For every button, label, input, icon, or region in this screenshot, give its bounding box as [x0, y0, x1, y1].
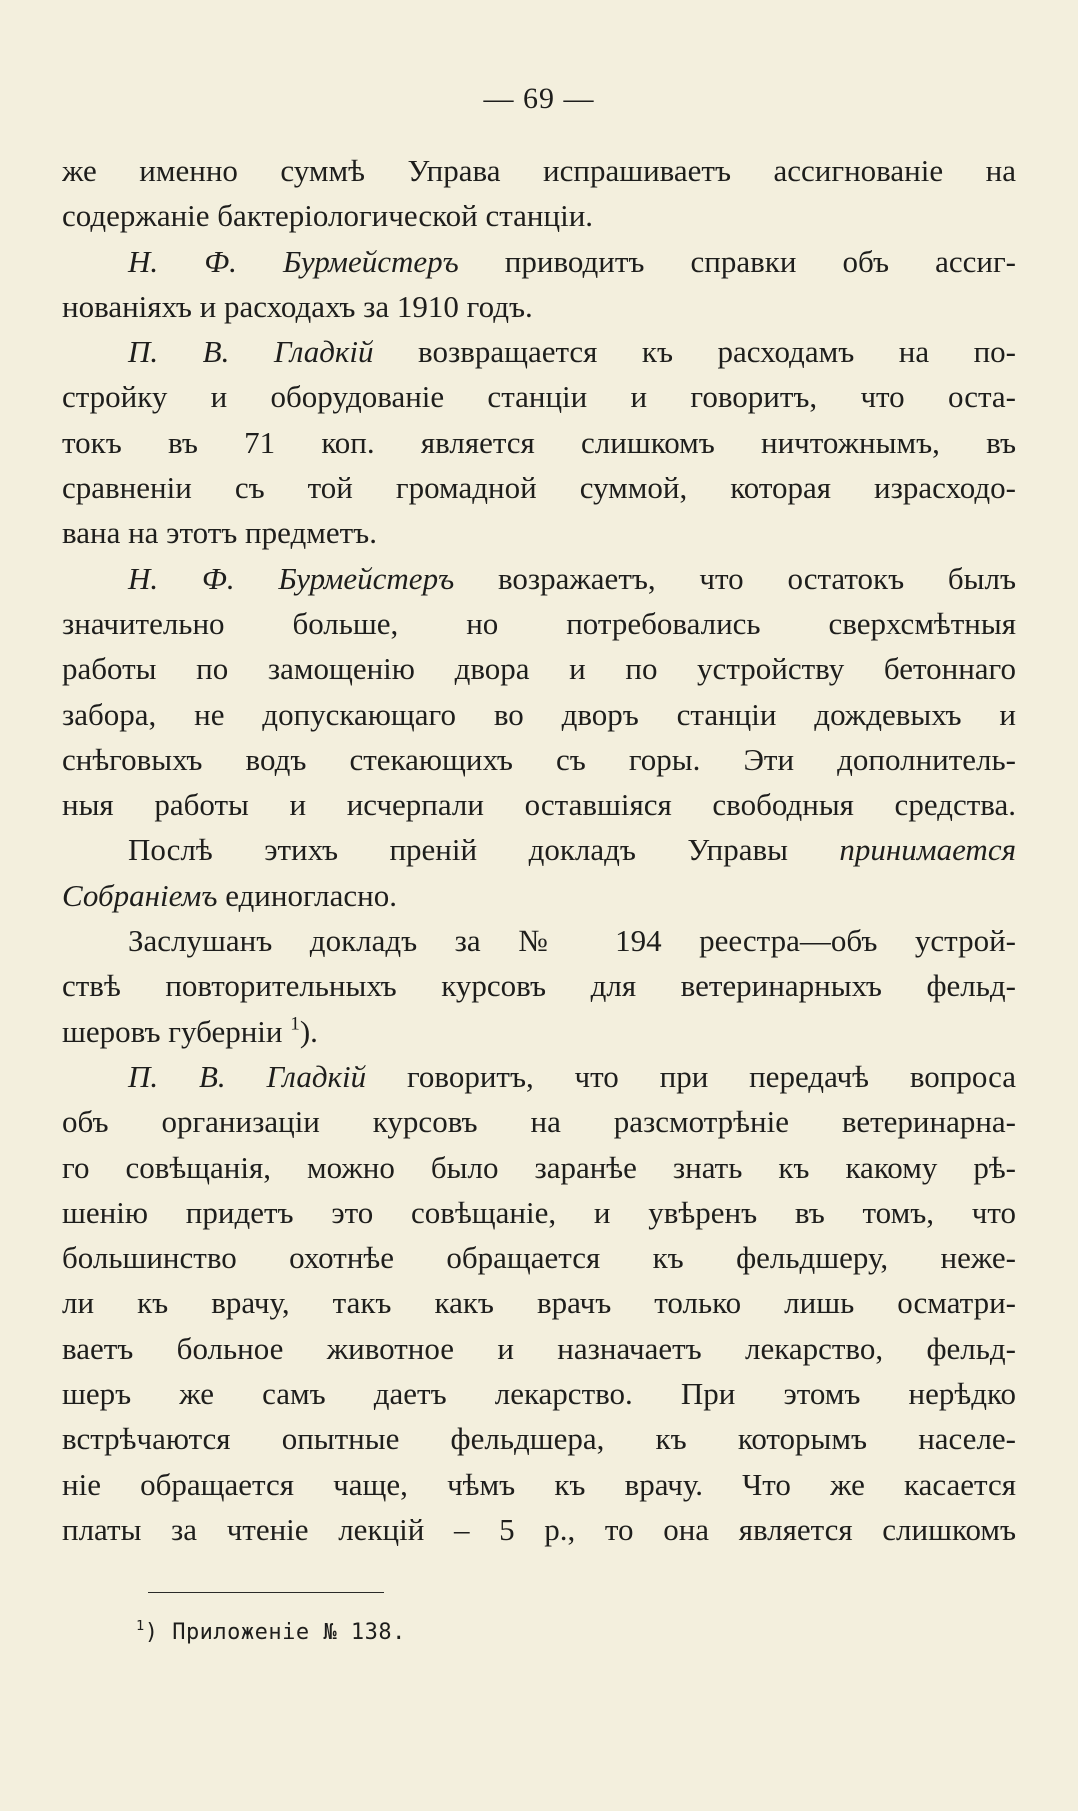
line-text: большинство охотнѣе обращается къ фельдшеру, неже- [62, 1240, 1016, 1276]
paragraph [62, 1054, 1016, 1552]
text-line [62, 918, 1016, 963]
line-text: ныя работы и исчерпали оставшіяся свободныя средства. [62, 787, 1016, 823]
line-text: снѣговыхъ водъ стекающихъ съ горы. Эти дополнитель- [62, 741, 1016, 777]
page-number: — 69 — [483, 82, 595, 115]
line-text: ваетъ больное животное и назначаетъ лекарство, фельд- [62, 1330, 1016, 1366]
text-line [62, 1145, 1016, 1190]
text-line [62, 782, 1016, 827]
text-line [62, 1326, 1016, 1371]
paragraph [62, 827, 1016, 918]
text-line [62, 193, 1016, 238]
text-line [62, 1371, 1016, 1416]
line-text: ли къ врачу, такъ какъ врачъ только лишь осматри- [62, 1285, 1016, 1321]
text-line [62, 284, 1016, 329]
text-line [62, 1009, 1016, 1054]
line-text: встрѣчаются опытные фельдшера, къ которымъ населе- [62, 1421, 1016, 1457]
text-line [62, 1462, 1016, 1507]
line-text: работы по замощенію двора и по устройству бетоннаго [62, 651, 1016, 687]
line-text: содержаніе бактеріологической станціи. [62, 198, 594, 234]
line-text: шеровъ губерніи [62, 1013, 291, 1049]
text-line [62, 329, 1016, 374]
text-line [62, 1054, 1016, 1099]
line-text: платы за чтеніе лекцій – 5 р., то она является слишкомъ [62, 1511, 1016, 1547]
line-text: возражаетъ, что остатокъ былъ [454, 560, 1016, 596]
line-text: вана на этотъ предметъ. [62, 515, 377, 551]
line-text-tail: ). [299, 1013, 318, 1049]
text-line [62, 692, 1016, 737]
text-line [62, 1190, 1016, 1235]
footnote-divider [148, 1592, 384, 1593]
text-line [62, 646, 1016, 691]
text-line [62, 1416, 1016, 1461]
footnote-reference: 1 [290, 1013, 300, 1035]
paragraph [62, 329, 1016, 555]
text-line [62, 239, 1016, 284]
text-body [62, 148, 1016, 1552]
line-text: возвращается къ расходамъ на по- [373, 334, 1016, 370]
speaker-name: П. В. Гладкій [128, 1058, 367, 1094]
text-line [62, 556, 1016, 601]
line-text: шенію придетъ это совѣщаніе, и увѣренъ въ томъ, что [62, 1194, 1016, 1230]
footnote-marker: 1 [136, 1618, 145, 1635]
text-line [62, 963, 1016, 1008]
line-text: говоритъ, что при передачѣ вопроса [366, 1058, 1016, 1094]
text-line [62, 1235, 1016, 1280]
line-text: Заслушанъ докладъ за № 194 реестра—объ устрой- [128, 923, 1016, 959]
text-line [62, 374, 1016, 419]
line-text: сравненіи съ той громадной суммой, которая израсходо- [62, 470, 1016, 506]
line-text: го совѣщанія, можно было заранѣе знать къ какому рѣ- [62, 1149, 1016, 1185]
text-line [62, 465, 1016, 510]
line-text: приводитъ справки объ ассиг- [458, 243, 1016, 279]
speaker-name: Н. Ф. Бурмейстеръ [128, 243, 459, 279]
text-line [62, 510, 1016, 555]
footnote-text: ) Приложеніе № 138. [144, 1620, 406, 1645]
line-text: стройку и оборудованіе станціи и говоритъ, что оста- [62, 379, 1016, 415]
text-line [62, 1507, 1016, 1552]
line-text: нованіяхъ и расходахъ за 1910 годъ. [62, 288, 533, 324]
line-text: ствѣ повторительныхъ курсовъ для ветеринарныхъ фельд- [62, 968, 1016, 1004]
paragraph [62, 239, 1016, 330]
line-text: забора, не допускающаго во дворъ станціи дождевыхъ и [62, 696, 1016, 732]
text-line [62, 827, 1016, 872]
line-text: Послѣ этихъ преній докладъ Управы [128, 832, 840, 868]
text-line [62, 1280, 1016, 1325]
text-line [62, 873, 1016, 918]
italic-text: Собраніемъ [62, 877, 218, 913]
line-text: шеръ же самъ даетъ лекарство. При этомъ нерѣдко [62, 1376, 1016, 1412]
line-text: объ организаціи курсовъ на разсмотрѣніе ветеринарна- [62, 1104, 1016, 1140]
footnote [136, 1620, 406, 1645]
text-line [62, 601, 1016, 646]
line-text: токъ въ 71 коп. является слишкомъ ничтожнымъ, въ [62, 424, 1016, 460]
line-text: значительно больше, но потребовались сверхсмѣтныя [62, 605, 1016, 641]
text-line [62, 1099, 1016, 1144]
text-line [62, 737, 1016, 782]
paragraph [62, 148, 1016, 239]
paragraph [62, 556, 1016, 828]
speaker-name: Н. Ф. Бурмейстеръ [128, 560, 455, 596]
text-line [62, 420, 1016, 465]
text-line [62, 148, 1016, 193]
line-text: же именно суммѣ Управа испрашиваетъ ассигнованіе на [62, 153, 1016, 188]
line-text: единогласно. [217, 877, 397, 913]
paragraph [62, 918, 1016, 1054]
italic-text: принимается [839, 832, 1016, 868]
speaker-name: П. В. Гладкій [128, 334, 374, 370]
line-text: ніе обращается чаще, чѣмъ къ врачу. Что же касается [62, 1466, 1016, 1502]
